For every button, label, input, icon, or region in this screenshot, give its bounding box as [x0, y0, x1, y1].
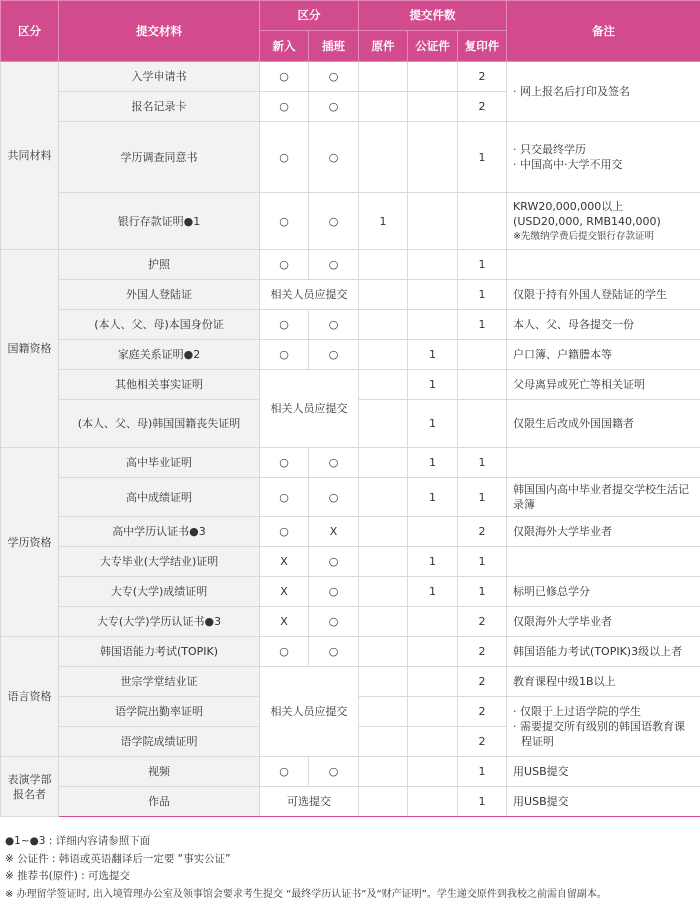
footnote-line: ※ 公证件 : 韩语或英语翻译后一定要 “事实公证”: [5, 852, 231, 865]
table-row: [1, 478, 700, 517]
notarized-cell: 1: [408, 547, 458, 577]
notarized-cell: 1: [408, 370, 458, 400]
header-count-group: 提交件数: [359, 1, 507, 31]
transfer-cell: X: [309, 517, 359, 547]
header-copy: 复印件: [458, 31, 507, 62]
new-cell: ○: [260, 478, 309, 517]
material-cell: 报名记录卡: [59, 92, 260, 122]
original-cell: [359, 667, 408, 697]
copy-cell: 2: [458, 62, 507, 92]
remark-cell: 韩国语能力考试(TOPIK)3级以上者: [507, 637, 700, 667]
header-remarks: 备注: [507, 1, 700, 62]
copy-cell: 1: [458, 250, 507, 280]
category-cell: 学历资格: [1, 448, 59, 637]
table-row: [1, 340, 700, 370]
original-cell: [359, 757, 408, 787]
footnotes: [5, 833, 700, 903]
new-cell: ○: [260, 637, 309, 667]
original-cell: [359, 310, 408, 340]
remark-cell: 仅限海外大学毕业者: [507, 517, 700, 547]
remark-cell: [507, 697, 700, 757]
category-cell: 共同材料: [1, 62, 59, 250]
header-category: 区分: [1, 1, 59, 62]
notarized-cell: 1: [408, 340, 458, 370]
notarized-cell: [408, 193, 458, 250]
copy-cell: [458, 340, 507, 370]
transfer-cell: ○: [309, 637, 359, 667]
remark-cell: 本人、父、母各提交一份: [507, 310, 700, 340]
new-cell: X: [260, 577, 309, 607]
table-row: [1, 787, 700, 817]
notarized-cell: [408, 787, 458, 817]
notarized-cell: 1: [408, 577, 458, 607]
remark-line: KRW20,000,000以上: [513, 199, 624, 213]
table-row: [1, 448, 700, 478]
copy-cell: 1: [458, 448, 507, 478]
material-cell: 高中成绩证明: [59, 478, 260, 517]
notarized-cell: [408, 517, 458, 547]
original-cell: [359, 787, 408, 817]
original-cell: [359, 250, 408, 280]
material-cell: 大专(大学)学历认证书●3: [59, 607, 260, 637]
copy-cell: 1: [458, 478, 507, 517]
remark-cell: [507, 547, 700, 577]
original-cell: [359, 727, 408, 757]
table-row: [1, 577, 700, 607]
remark-cell: 仅限生后改成外国国籍者: [507, 400, 700, 448]
material-cell: 大专毕业(大学结业)证明: [59, 547, 260, 577]
remark-cell: [507, 478, 700, 517]
table-row: [1, 757, 700, 787]
transfer-cell: ○: [309, 757, 359, 787]
material-cell: 高中学历认证书●3: [59, 517, 260, 547]
copy-cell: 2: [458, 667, 507, 697]
remark-line: (USD20,000, RMB140,000): [513, 214, 661, 228]
copy-cell: 1: [458, 577, 507, 607]
remark-cell: [507, 448, 700, 478]
material-cell: 护照: [59, 250, 260, 280]
table-row: [1, 370, 700, 400]
header-original: 原件: [359, 31, 408, 62]
copy-cell: 1: [458, 757, 507, 787]
transfer-cell: ○: [309, 122, 359, 193]
material-cell: 入学申请书: [59, 62, 260, 92]
original-cell: [359, 62, 408, 92]
new-cell: X: [260, 607, 309, 637]
transfer-cell: ○: [309, 478, 359, 517]
remark-line: 韩国国内高中毕业者提交学校生活记: [513, 483, 690, 496]
transfer-cell: ○: [309, 577, 359, 607]
remark-line: · 只交最终学历: [513, 143, 587, 156]
new-cell: ○: [260, 310, 309, 340]
material-cell: 大专(大学)成绩证明: [59, 577, 260, 607]
copy-cell: 1: [458, 310, 507, 340]
material-cell: 银行存款证明●1: [59, 193, 260, 250]
notarized-cell: 1: [408, 448, 458, 478]
original-cell: [359, 340, 408, 370]
copy-cell: 2: [458, 607, 507, 637]
notarized-cell: [408, 92, 458, 122]
footnote-line: ●1~●3 : 详细内容请参照下面: [5, 835, 151, 847]
table-row: [1, 667, 700, 697]
material-cell: 学历调查同意书: [59, 122, 260, 193]
remark-cell: [507, 250, 700, 280]
table-row: [1, 280, 700, 310]
transfer-cell: ○: [309, 448, 359, 478]
new-cell: ○: [260, 122, 309, 193]
table-row: [1, 517, 700, 547]
footnote-line: ※ 推荐书(原件) : 可选提交: [5, 870, 131, 882]
remark-line: 程证明: [521, 735, 555, 748]
remark-cell: 标明已修总学分: [507, 577, 700, 607]
remark-cell: 用USB提交: [507, 787, 700, 817]
copy-cell: [458, 400, 507, 448]
header-new-student: 新入: [260, 31, 309, 62]
transfer-cell: ○: [309, 62, 359, 92]
table-row: [1, 607, 700, 637]
new-cell: ○: [260, 62, 309, 92]
table-row: [1, 637, 700, 667]
material-cell: (本人、父、母)本国身份证: [59, 310, 260, 340]
new-cell: ○: [260, 340, 309, 370]
original-cell: [359, 280, 408, 310]
material-cell: (本人、父、母)韩国国籍丧失证明: [59, 400, 260, 448]
copy-cell: 2: [458, 697, 507, 727]
new-cell: ○: [260, 92, 309, 122]
new-cell: ○: [260, 250, 309, 280]
notarized-cell: [408, 607, 458, 637]
material-cell: 韩国语能力考试(TOPIK): [59, 637, 260, 667]
original-cell: [359, 92, 408, 122]
original-cell: [359, 400, 408, 448]
transfer-cell: ○: [309, 193, 359, 250]
original-cell: [359, 517, 408, 547]
copy-cell: 2: [458, 637, 507, 667]
transfer-cell: ○: [309, 92, 359, 122]
material-cell: 作品: [59, 787, 260, 817]
original-cell: [359, 448, 408, 478]
copy-cell: 1: [458, 280, 507, 310]
notarized-cell: [408, 637, 458, 667]
new-cell: ○: [260, 757, 309, 787]
table-row: [1, 62, 700, 92]
transfer-cell: ○: [309, 547, 359, 577]
copy-cell: 1: [458, 547, 507, 577]
original-cell: [359, 122, 408, 193]
merged-new-transfer-cell: 可选提交: [260, 787, 359, 817]
original-cell: [359, 547, 408, 577]
original-cell: [359, 637, 408, 667]
copy-cell: 2: [458, 727, 507, 757]
copy-cell: 2: [458, 92, 507, 122]
remark-line: · 需要提交所有级别的韩国语教育课: [513, 720, 686, 733]
copy-cell: [458, 193, 507, 250]
notarized-cell: [408, 122, 458, 193]
notarized-cell: [408, 310, 458, 340]
remark-cell: 户口簿、户籍謄本等: [507, 340, 700, 370]
new-cell: ○: [260, 448, 309, 478]
transfer-cell: ○: [309, 607, 359, 637]
table-row: [1, 250, 700, 280]
table-row: [1, 122, 700, 193]
table-row: [1, 547, 700, 577]
merged-new-transfer-cell: 相关人员应提交: [260, 370, 359, 448]
material-cell: 世宗学堂结业证: [59, 667, 260, 697]
original-cell: 1: [359, 193, 408, 250]
table-row: [1, 310, 700, 340]
material-cell: 家庭关系证明●2: [59, 340, 260, 370]
remark-line: ※先缴纳学费后提交银行存款证明: [513, 230, 654, 242]
remark-cell: 仅限海外大学毕业者: [507, 607, 700, 637]
table-row: [1, 193, 700, 250]
original-cell: [359, 478, 408, 517]
remark-cell: 仅限于持有外国人登陆证的学生: [507, 280, 700, 310]
remark-cell: 父母离异或死亡等相关证明: [507, 370, 700, 400]
copy-cell: [458, 370, 507, 400]
copy-cell: 1: [458, 787, 507, 817]
remark-cell: · 网上报名后打印及签名: [507, 62, 700, 122]
new-cell: ○: [260, 517, 309, 547]
copy-cell: 1: [458, 122, 507, 193]
material-cell: 高中毕业证明: [59, 448, 260, 478]
remark-cell: 教育课程中级1B以上: [507, 667, 700, 697]
original-cell: [359, 607, 408, 637]
notarized-cell: [408, 697, 458, 727]
header-classification: 区分: [260, 1, 359, 31]
remark-line: · 仅限于上过语学院的学生: [513, 705, 642, 718]
category-cell: 国籍资格: [1, 250, 59, 448]
remark-cell: [507, 193, 700, 250]
notarized-cell: 1: [408, 478, 458, 517]
notarized-cell: [408, 62, 458, 92]
remark-cell: [507, 122, 700, 193]
original-cell: [359, 577, 408, 607]
original-cell: [359, 697, 408, 727]
transfer-cell: ○: [309, 250, 359, 280]
notarized-cell: [408, 250, 458, 280]
material-cell: 其他相关事实证明: [59, 370, 260, 400]
remark-line: 录簿: [513, 498, 536, 511]
transfer-cell: ○: [309, 310, 359, 340]
notarized-cell: [408, 757, 458, 787]
material-cell: 外国人登陆证: [59, 280, 260, 310]
category-cell: [1, 757, 59, 817]
copy-cell: 2: [458, 517, 507, 547]
transfer-cell: ○: [309, 340, 359, 370]
new-cell: ○: [260, 193, 309, 250]
header-notarized: 公证件: [408, 31, 458, 62]
category-cell: 语言资格: [1, 637, 59, 757]
category-line: 表演学部: [7, 772, 52, 786]
new-cell: X: [260, 547, 309, 577]
remark-cell: 用USB提交: [507, 757, 700, 787]
footnote-line: ※ 办理留学签证时, 出入境管理办公室及领事馆会要求考生提交 “最终学历认证书”及“财产证明”。学生递交原件到我校之前需自留副本。: [5, 888, 607, 900]
notarized-cell: 1: [408, 400, 458, 448]
material-cell: 语学院出勤率证明: [59, 697, 260, 727]
notarized-cell: [408, 280, 458, 310]
remark-line: · 中国高中·大学不用交: [513, 158, 623, 171]
header-transfer: 插班: [309, 31, 359, 62]
original-cell: [359, 370, 408, 400]
material-cell: 视频: [59, 757, 260, 787]
material-cell: 语学院成绩证明: [59, 727, 260, 757]
notarized-cell: [408, 727, 458, 757]
merged-new-transfer-cell: 相关人员应提交: [260, 667, 359, 757]
notarized-cell: [408, 667, 458, 697]
header-material: 提交材料: [59, 1, 260, 62]
merged-new-transfer-cell: 相关人员应提交: [260, 280, 359, 310]
category-line: 报名者: [13, 787, 46, 801]
